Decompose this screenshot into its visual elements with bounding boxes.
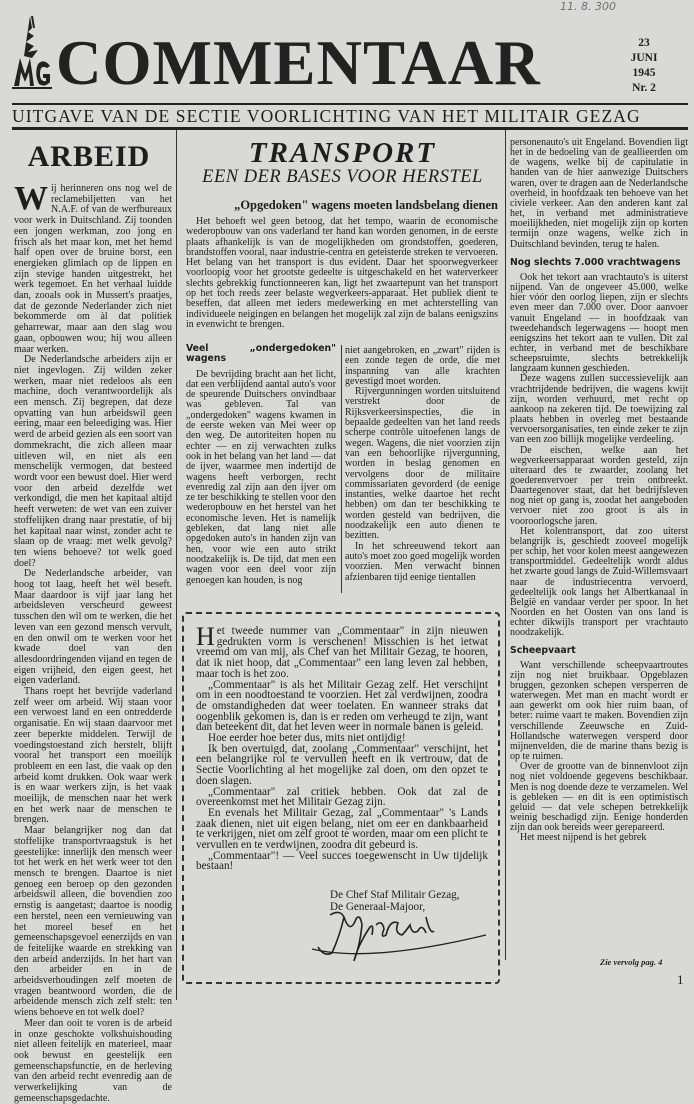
paragraph-text: et tweede nummer van „Commentaar" in zijn nieuwen gedrukten vorm is verschenen! Misschien is het ietwat vreemd om van mij, als Chef van het Militair Gezag, te hooren, dat ik niet hoop, dat „Commentaar" een lang leven zal hebben, maar toch is het zoo. bbox=[196, 625, 488, 680]
letter-body bbox=[196, 622, 489, 873]
paragraph: Het meest nijpend is het gebrek bbox=[520, 832, 647, 844]
paragraph bbox=[196, 622, 488, 680]
article-headline: „Opgedoken" wagens moeten landsbelang dienen bbox=[234, 198, 498, 212]
column-divider bbox=[176, 130, 177, 1000]
paragraph: Rijvergunningen worden uitsluitend verstrekt door de Rijksverkeersinspecties, die in bepaalde gedeelten van het land reeds scherpe contrôle uitoefenen langs de wegen. Wagens, die niet voorzien zijn van een behoorlijke rijvergunning, worden in beslag genomen en vervolgens door de militaire commissariaten gevorderd (de eenige instanties, welke daartoe het recht hebben) om dan ter beschikking te worden gesteld van bedrijven, die noodzakelijk een auto dienen te bezitten. bbox=[345, 386, 500, 542]
transport-intro bbox=[186, 217, 498, 330]
drop-cap: H bbox=[196, 622, 215, 651]
transport-col-right bbox=[510, 138, 688, 843]
transport-col-b bbox=[345, 346, 500, 583]
paragraph: De eischen, welke aan het wegverkeersapparaat worden gesteld, zijn uiteraard des te zwaarder, zoolang het goederenvervoer per trein ontbreekt. Daartegenover staat, dat het bedrijfsleven nog niet op gang is, zoodat het aangeboden vervoer niet zoo groot is als in vooroorlogsche jaren. bbox=[510, 444, 688, 527]
paragraph: „Commentaar" is als het Militair Gezag zelf. Het verschijnt om in een noodtoestand te voorzien. Het zal verdwijnen, zoodra de omstandigheden dat weer toelaten. En wanneer straks dat oogenblik gekomen is, dan is er reden om verheugd te zijn, want dan beteekent dit, dat het leven weer in normale banen is geleid. bbox=[196, 678, 488, 734]
paragraph: En evenals het Militair Gezag, zal „Commentaar" 's Lands zaak dienen, niet uit eigen belang, niet om eer en dankbaarheid te verkrijgen, niet om zelf groot te worden, maar om een plicht te vervullen en te verdwijnen, zoodra dit gebeurd is. bbox=[196, 806, 489, 852]
article-arbeid-body bbox=[14, 180, 172, 1104]
paragraph: Thans roept het bevrijde vaderland zelf weer om arbeid. Wij staan voor een verwoest land en een ontredderde organisatie. En wij staan daarvoor met zeer beperkte middelen. Terwijl de voedingstoestand zich herstelt, blijft vooral het transport een moeilijk probleem en een last, die vaak op den arbeid komt drukken. Ook waar werk is en waar werkers zijn, is het vaak moeilijk, de menschen naar het werk en het werk naar de menschen te brengen. bbox=[14, 686, 172, 826]
section-heading: Nog slechts 7.000 vrachtwagens bbox=[510, 256, 681, 268]
article-title-arbeid: ARBEID bbox=[27, 140, 151, 173]
paragraph: niet aangebroken, en „zwart" rijden is een zonde tegen de orde, die met inspanning van alle krachten gevestigd moet worden. bbox=[345, 345, 500, 387]
issue-number: Nr. 2 bbox=[632, 82, 656, 94]
issue-date bbox=[620, 36, 668, 96]
paragraph: Want verschillende scheepvaartroutes zijn nog niet bruikbaar. Opgeblazen bruggen, gezonken schepen versperren de waterwegen. Met man en macht wordt er aan gewerkt om ook hier ruim baan, of beter: ruime vaart te maken. Bovendien zijn verschillende Zeeuwsche en Zuid-Hollandsche waterwegen versperd door mijnenvelden, die de marine thans bezig is op te ruimen. bbox=[510, 659, 688, 763]
signer-title: De Chef Staf Militair Gezag, bbox=[330, 889, 460, 901]
continued-notice: Zie vervolg pag. 4 bbox=[600, 957, 663, 967]
paragraph: Over de grootte van de binnenvloot zijn nog niet voldoende gegevens beschikbaar. Men is nog doende deze te verzamelen. Wel is gebleken — en dit is een optimistisch geluid — dat vele schepen betrekkelijk weinig beschadigd zijn. Eenige honderden zijn dan ook bereids weer gerepareerd. bbox=[510, 761, 688, 834]
section-heading: Scheepvaart bbox=[510, 644, 576, 656]
paragraph: Ik ben overtuigd, dat, zoolang „Commentaar" verschijnt, het een belangrijke rol te vervullen heeft en ik vertrouw, dat de Sectie Voorlichting al het mogelijke zal doen, om den opzet te doen slagen. bbox=[196, 742, 488, 787]
column-divider bbox=[505, 130, 506, 960]
paragraph: Maar belangrijker nog dan dat stoffelijke transportvraagstuk is het geestelijke: innerlijk den mensch weer tot het werk en het werk weer tot den mensch te brengen. Daartoe is niet genoeg een beroep op den gezonden arbeidswil alleen, die bovendien zoo ernstig is aangetast; daartoe is noodig een herstel, neen een vernieuwing van het moreel besef en het gemeenschapsgevoel eenerzijds en van de feitelijke waarde en strekking van den arbeid anderzijds. In het hart van den arbeider en in de arbeidsverhoudingen zelf moeten de vragen beantwoord worden, die de arbeidende mensch zich zelf stelt: ten wiens behoeve en tot welk doel? bbox=[14, 825, 172, 1019]
article-title-transport: TRANSPORT bbox=[248, 137, 437, 169]
drop-cap: W bbox=[14, 180, 48, 217]
paragraph bbox=[14, 180, 172, 355]
paragraph: Hoe eerder hoe beter dus, mits niet ontijdig! bbox=[208, 732, 406, 745]
date-year: 1945 bbox=[632, 67, 656, 79]
mg-lion-logo bbox=[12, 14, 52, 90]
paragraph: Het kolentransport, dat zoo uiterst belangrijk is, geschiedt zooveel mogelijk per schip, het voor kolen meest aangewezen transportmiddel. Gedeeltelijk wordt aldus het zwarte goud langs de Zuid-Willemsvaart naar de industriecentra vervoerd, gedeeltelijk ook langs het Albertkanaal in België en vandaar verder per spoor. In het Noorden en het Oosten van ons land is echter dikwijls transport per vrachtauto noodzakelijk. bbox=[510, 525, 688, 639]
paragraph: Ook het tekort aan vrachtauto's is uiterst nijpend. Van de ongeveer 45.000, welke hier vóór den oorlog liepen, zijn er slechts even meer dan 7.000 over. Door aanvoer vanuit Engeland — in hoofdzaak van tweedehandsch legerwagens — hoopt men eenigszins het tekort aan te vullen. Dit zal echter, in verband met de beschikbare scheepsruimte, slechts betrekkelijk langzaam kunnen geschieden. bbox=[510, 271, 688, 375]
paragraph: De bevrijding bracht aan het licht, dat een verblijdend aantal auto's voor de speurende Duitschers onvindbaar was gebleven. Tal van „ondergedoken" wagens kwamen in de eerste weken van Mei weer op den weg. De autoriteiten hopen nu echter — en zij verwachten zulks ook in het belang van het land — dat de ijver, waarmee men indertijd de wagens heeft verborgen, recht evenredig zal zijn aan den ijver om ze ter beschikking te stellen voor den wederopbouw en het herstel van het economische leven. Het is namelijk gebleken, dat lang niet alle opgedoken auto's in handen zijn van hen, voor wie een auto strikt noodzakelijk is. De tijd, dat men een wagen voor een deel voor zijn genoegen kan houden, is nog bbox=[186, 368, 336, 586]
date-month: JUNI bbox=[630, 52, 658, 64]
paragraph: „Commentaar" zal critiek hebben. Ook dat zal de overeenkomst met het Militair Gezag zijn. bbox=[196, 785, 488, 809]
handwritten-signature bbox=[310, 905, 490, 970]
masthead-title: COMMENTAAR bbox=[56, 28, 541, 98]
signer-rank: De Generaal-Majoor, bbox=[330, 901, 426, 913]
article-subtitle: EEN DER BASES VOOR HERSTEL bbox=[202, 167, 483, 187]
section-heading: Veel „ondergedoken" wagens bbox=[186, 343, 336, 365]
masthead-subtitle: UITGAVE VAN DE SECTIE VOORLICHTING VAN HET MILITAIR GEZAG bbox=[12, 106, 641, 126]
paragraph: „Commentaar"! — Veel succes toegewenscht in Uw tijdelijk bestaan! bbox=[196, 849, 488, 873]
transport-col-a bbox=[186, 340, 336, 586]
paragraph: Meer dan ooit te voren is de arbeid in onze geschokte volkshuishouding niet alleen feitelijk en materieel, maar ook bewust en geestelijk een gemeenschapsfunctie, en de herleving van den arbeid recht evenredig aan de verwerkelijking van de gemeenschapsgedachte. bbox=[14, 1017, 172, 1104]
paragraph: De Nederlandsche arbeiders zijn er niet ingevlogen. Zij wilden zeker werken, maar niet redeloos als een machine, doch verantwoordelijk als een mensch. Zij begrepen, dat deze opvatting van hun arbeidswil geen eering, maar een beleediging was. Hier werd de arbeid gezien als een soort van dommekracht, die zich alleen maar uitleven wil, en niet als een menschelijk vermogen, dat besteed wordt voor een bewust doel. Hier werd voor den arbeid dezelfde wet verkondigd, die men het kapitaal altijd heeft verweten: de wet van een zuiver stoffelijken drang naar prestatie, of bij het kapitaal naar winst, zonder acht te slaan op de vraag: met welk gevolg? ten wiens behoeve? tot welk goed doel? bbox=[14, 354, 172, 569]
date-day: 23 bbox=[638, 37, 650, 49]
paragraph: personenauto's uit Engeland. Bovendien ligt het in de bedoeling van de geallieerden om de wagens, welke bij de capitulatie in handen van de hier aanwezige Duitschers waren, over te dragen aan de Nederlandsche overheid, in hoofdzaak ten behoeve van het civiele verkeer. Aan den anderen kant zal het, in verband met administratieve moeilijkheden, niet mogelijk zijn op korten termijn onze wagens, welke zich in Duitschland bevinden, terug te halen. bbox=[510, 137, 688, 250]
column-divider bbox=[341, 345, 342, 593]
paragraph: In het schreeuwend tekort aan auto's moet zoo goed mogelijk worden voorzien. Men verwacht binnen afzienbaren tijd eenige tientallen bbox=[345, 540, 500, 583]
paragraph: Deze wagens zullen successievelijk aan vrachtrijdende bedrijven, die wagens kwijt zijn, worden verhuurd, met recht op aankoop na zekeren tijd. De toewijzing zal plaats hebben in overleg met bestaande vervoersorganisaties, ten einde zeker te zijn van een zoo billijk mogelijke verdeeling. bbox=[510, 373, 688, 446]
masthead-rule-bottom bbox=[12, 127, 688, 130]
paragraph: Het behoeft wel geen betoog, dat het tempo, waarin de economische wederopbouw van ons vaderland ter hand kan worden genomen, in de eerste plaats afhankelijk is van de mogelijkheden om grondstoffen, goederen, brandstoffen vooral, naar industrie-centra en geteisterde streken te vervoeren. Het belang van het transport is dus evident. Daar het spoorwegverkeer voorloopig voor het grootste gedeelte is uitgeschakeld en het waterverkeer slechts gebrekkig functionneeren kan, ligt het zwaartepunt van het transport op het toch reeds zeer belaste wegverkeers-apparaat. Het publiek dient te beseffen, dat alleen met ieders medewerking en met achterstelling van individueele neigingen en belangen het mogelijk zal zijn de balans eenigszins in evenwicht te brengen. bbox=[186, 216, 498, 330]
handwritten-note: 11. 8. 300 bbox=[560, 0, 616, 13]
masthead-rule-top bbox=[12, 103, 688, 105]
paragraph: De Nederlandsche arbeider, van hoog tot laag, heeft het wèl beseft. Maar daardoor is vijf jaar lang het arbeidsleven verscheurd geweest tusschen den wil om te werken, die het leven van een gezond mensch vervult, en den onwil om te werken voor het kwade doel van den allesdoordringenden vijand en tegen de eigen vrijheid, den eigen geest, het eigen vaderland. bbox=[14, 568, 172, 687]
page-number: 1 bbox=[677, 972, 684, 987]
paragraph-text: ij herinneren ons nog wel de reclamebiljetten van het N.A.F. of van de werfbureaux voor werk in Duitschland. Zij toonden een jongen werkman, zoo jong en frisch als het maar kon, met het hemd half open over de bruine borst, een energieken glimlach op de lippen en zijn stevige handen uitgestrekt, het werk tegemoet. En het verhaal luidde dan, zooals ook in Mussert's praatjes, dat de gezonde Nederlander zich niet bekommerde om àl dat politiek geharrewar, maar aan den slag wou gaan, opbouwen wou; hij wou alleen maar werken. bbox=[14, 183, 172, 355]
